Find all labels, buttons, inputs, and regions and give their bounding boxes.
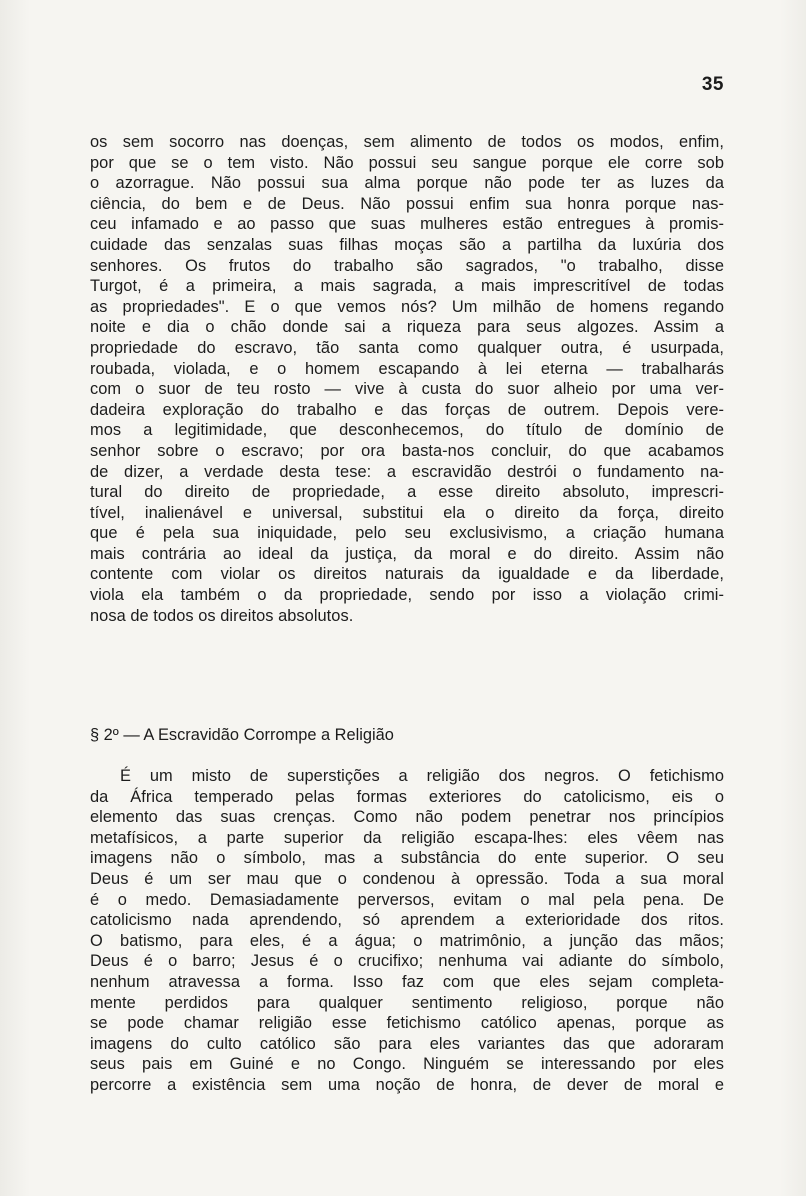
- text-line: se pode chamar religião esse fetichismo católico apenas, porque as: [90, 1014, 724, 1033]
- text-line: é o medo. Demasiadamente perversos, evitam o mal pela pena. De: [90, 890, 724, 909]
- text-line: contente com violar os direitos naturais da igualdade e da liberdade,: [90, 565, 724, 584]
- text-line: tível, inalienável e universal, substitui ela o direito da força, direito: [90, 503, 724, 522]
- text-line: catolicismo nada aprendendo, só aprendem a exterioridade dos ritos.: [90, 911, 724, 930]
- text-line: mais contrária ao ideal da justiça, da moral e do direito. Assim não: [90, 544, 724, 563]
- text-line: com o suor de teu rosto — vive à custa do suor alheio por uma ver-: [90, 380, 724, 399]
- text-line: as propriedades". E o que vemos nós? Um milhão de homens regando: [90, 297, 724, 316]
- text-line: mos a legitimidade, que desconhecemos, do título de domínio de: [90, 421, 724, 440]
- section-heading: § 2º — A Escravidão Corrompe a Religião: [90, 726, 394, 744]
- text-line: dadeira exploração do trabalho e das forças de outrem. Depois vere-: [90, 400, 724, 419]
- paragraph-1: [90, 132, 724, 626]
- text-line: mente perdidos para qualquer sentimento religioso, porque não: [90, 993, 724, 1012]
- text-line: roubada, violada, e o homem escapando à lei eterna — trabalharás: [90, 359, 724, 378]
- text-line: noite e dia o chão donde sai a riqueza para seus algozes. Assim a: [90, 318, 724, 337]
- text-line: elemento das suas crenças. Como não podem penetrar nos princípios: [90, 808, 724, 827]
- text-line: metafísicos, a parte superior da religião escapa-lhes: eles vêem nas: [90, 828, 724, 847]
- text-line: ciência, do bem e de Deus. Não possui enfim sua honra porque nas-: [90, 194, 724, 213]
- text-line: nenhum atravessa a forma. Isso faz com que eles sejam completa-: [90, 972, 724, 991]
- text-line: Deus é o barro; Jesus é o crucifixo; nenhuma vai adiante do símbolo,: [90, 952, 724, 971]
- text-line: ceu infamado e ao passo que suas mulheres estão entregues à promis-: [90, 215, 724, 234]
- text-line: viola ela também o da propriedade, sendo por isso a violação crimi-: [90, 586, 724, 605]
- text-line: imagens não o símbolo, mas a substância do ente superior. O seu: [90, 849, 724, 868]
- text-line: O batismo, para eles, é a água; o matrimônio, a junção das mãos;: [90, 931, 724, 950]
- text-line: senhores. Os frutos do trabalho são sagrados, "o trabalho, disse: [90, 256, 724, 275]
- text-line: senhor sobre o escravo; por ora basta-nos concluir, do que acabamos: [90, 441, 724, 460]
- text-line: imagens do culto católico são para eles variantes das que adoraram: [90, 1034, 724, 1053]
- text-line: da África temperado pelas formas exteriores do catolicismo, eis o: [90, 787, 724, 806]
- text-line: que é pela sua iniquidade, pelo seu exclusivismo, a criação humana: [90, 524, 724, 543]
- paragraph-2: [90, 766, 724, 1096]
- text-line: Turgot, é a primeira, a mais sagrada, a mais imprescritível de todas: [90, 277, 724, 296]
- text-line: o azorrague. Não possui sua alma porque não pode ter as luzes da: [90, 174, 724, 193]
- text-line: tural do direito de propriedade, a esse direito absoluto, imprescri-: [90, 483, 724, 502]
- text-line: É um misto de superstições a religião dos negros. O fetichismo: [120, 767, 724, 785]
- text-line: propriedade do escravo, tão santa como qualquer outra, é usurpada,: [90, 338, 724, 357]
- text-line: Deus é um ser mau que o condenou à opressão. Toda a sua moral: [90, 869, 724, 888]
- page-number: 35: [701, 74, 724, 95]
- text-line: seus pais em Guiné e no Congo. Ninguém se interessando por eles: [90, 1055, 724, 1074]
- text-line: nosa de todos os direitos absolutos.: [90, 606, 354, 625]
- text-line: de dizer, a verdade desta tese: a escravidão destrói o fundamento na-: [90, 462, 724, 481]
- text-line: cuidade das senzalas suas filhas moças são a partilha da luxúria dos: [90, 235, 724, 254]
- text-line: percorre a existência sem uma noção de honra, de dever de moral e: [90, 1075, 724, 1094]
- text-line: por que se o tem visto. Não possui seu sangue porque ele corre sob: [90, 153, 724, 172]
- text-line: os sem socorro nas doenças, sem alimento de todos os modos, enfim,: [90, 133, 724, 151]
